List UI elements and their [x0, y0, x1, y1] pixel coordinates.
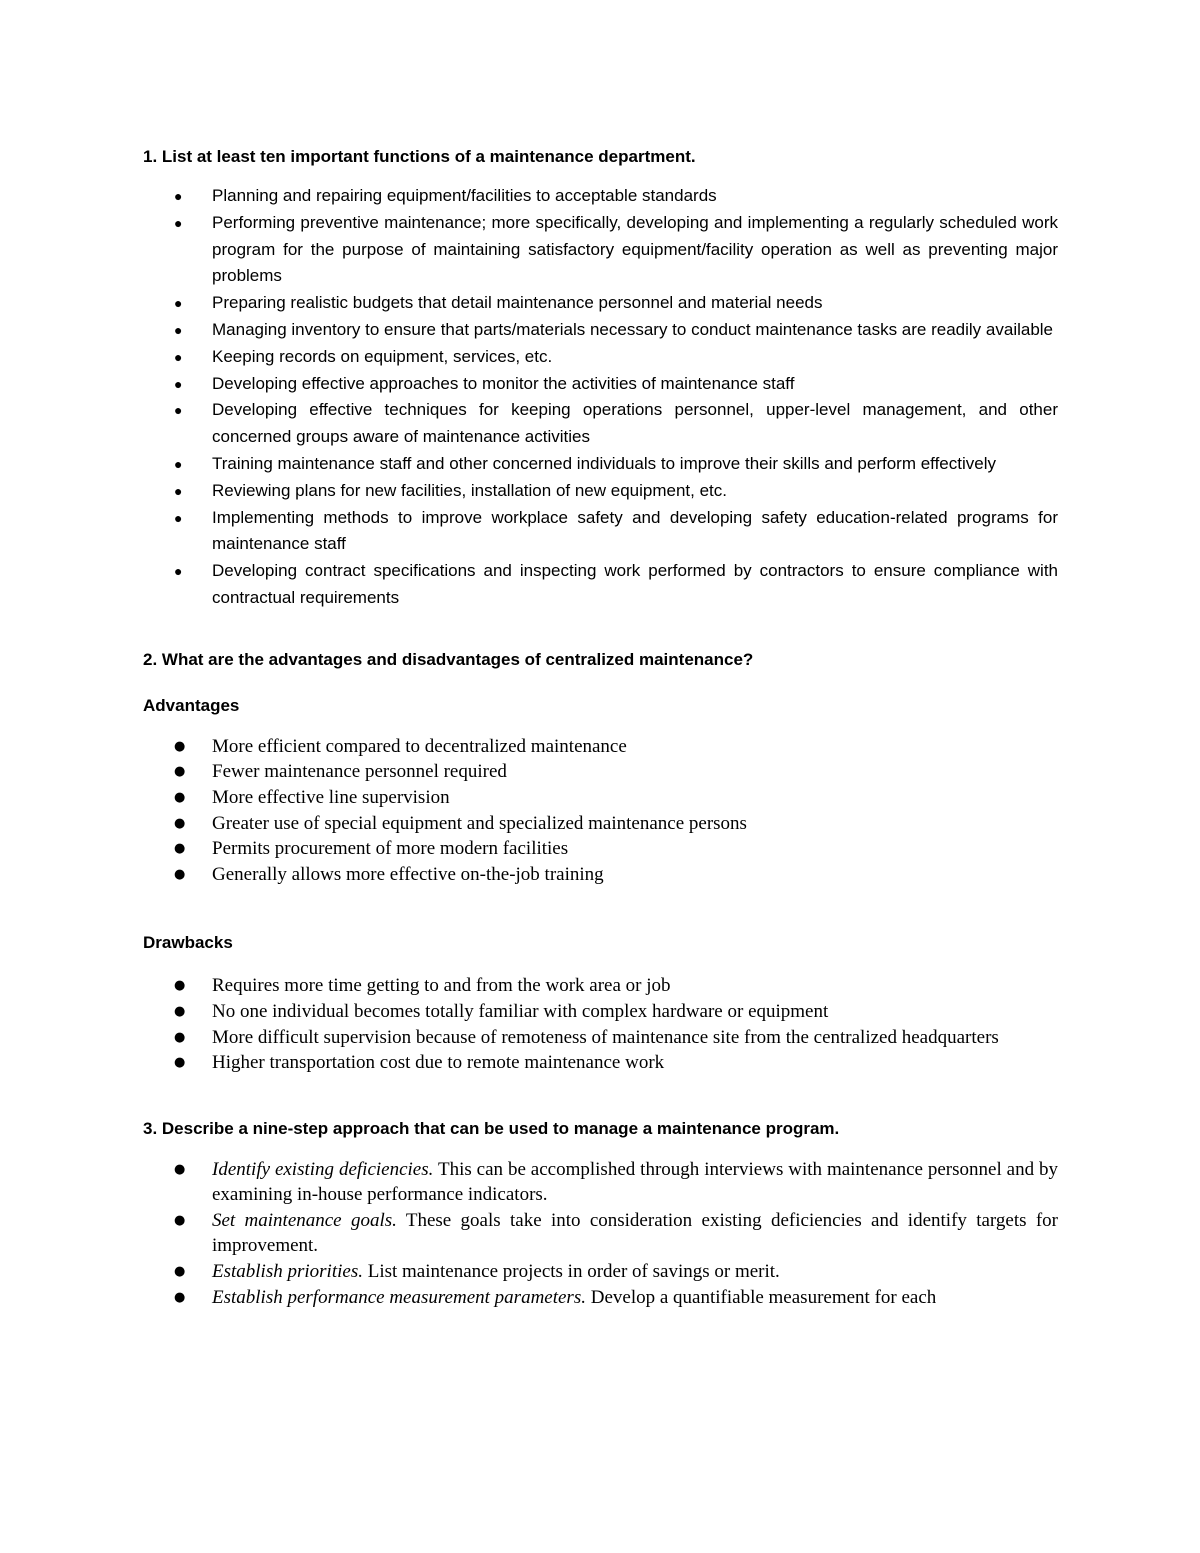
bullet-icon: ●	[174, 1003, 186, 1019]
bullet-icon: ●	[174, 563, 183, 580]
bullet-icon: ●	[174, 295, 183, 312]
list-item: ● Establish performance measurement parameters. Develop a quantifiable measurement for each	[143, 1285, 1058, 1311]
step-title: Establish performance measurement parameters.	[212, 1286, 586, 1308]
advantages-list	[143, 734, 1058, 888]
step-title: Identify existing deficiencies.	[212, 1158, 434, 1180]
list-item: ● Establish priorities. List maintenance projects in order of savings or merit.	[143, 1259, 1058, 1285]
list-item: ● Keeping records on equipment, services, etc.	[143, 344, 1058, 371]
bullet-icon: ●	[174, 1264, 186, 1280]
list-item: ● More difficult supervision because of remoteness of maintenance site from the centralized headquarters	[143, 1025, 1058, 1051]
list-item: ● Greater use of special equipment and specialized maintenance persons	[143, 811, 1058, 837]
list-item: ● Permits procurement of more modern facilities	[143, 836, 1058, 862]
list-item: ● Higher transportation cost due to remote maintenance work	[143, 1050, 1058, 1076]
question-3-heading: 3. Describe a nine-step approach that can be used to manage a maintenance program.	[143, 1118, 840, 1138]
drawbacks-list	[143, 973, 1058, 1075]
list-item: ● No one individual becomes totally familiar with complex hardware or equipment	[143, 999, 1058, 1025]
bullet-icon: ●	[174, 815, 186, 831]
list-item: ● Preparing realistic budgets that detail maintenance personnel and material needs	[143, 290, 1058, 317]
bullet-icon: ●	[174, 738, 186, 754]
question-2-heading: 2. What are the advantages and disadvantages of centralized maintenance?	[143, 649, 754, 669]
bullet-icon: ●	[174, 978, 186, 994]
bullet-icon: ●	[174, 509, 183, 526]
bullet-icon: ●	[174, 348, 183, 365]
bullet-icon: ●	[174, 1161, 186, 1177]
bullet-icon: ●	[174, 841, 186, 857]
bullet-icon: ●	[174, 455, 183, 472]
list-item: ● Performing preventive maintenance; more specifically, developing and implementing a regularly scheduled work program for the purpose of maintaining satisfactory equipment/facility operation as well as preventing major problems	[143, 210, 1058, 290]
bullet-icon: ●	[174, 321, 183, 338]
bullet-icon: ●	[174, 866, 186, 882]
step-title: Set maintenance goals.	[212, 1209, 397, 1231]
bullet-icon: ●	[174, 402, 183, 419]
list-item: ● More effective line supervision	[143, 785, 1058, 811]
bullet-icon: ●	[174, 1212, 186, 1228]
bullet-icon: ●	[174, 1289, 186, 1305]
list-item: ● Requires more time getting to and from the work area or job	[143, 973, 1058, 999]
list-item: ● Reviewing plans for new facilities, installation of new equipment, etc.	[143, 478, 1058, 505]
bullet-icon: ●	[174, 188, 183, 204]
bullet-icon: ●	[174, 789, 186, 805]
list-item: ● More efficient compared to decentralized maintenance	[143, 734, 1058, 760]
bullet-icon: ●	[174, 482, 183, 499]
drawbacks-heading: Drawbacks	[143, 933, 233, 953]
functions-list	[143, 183, 1058, 612]
bullet-icon: ●	[174, 375, 183, 392]
list-item: ● Developing effective techniques for keeping operations personnel, upper-level management, and other concerned groups aware of maintenance activities	[143, 397, 1058, 451]
list-item: ● Planning and repairing equipment/facilities to acceptable standards	[143, 183, 1058, 210]
list-item: ● Developing effective approaches to monitor the activities of maintenance staff	[143, 371, 1058, 398]
steps-list	[143, 1157, 1058, 1311]
list-item: ● Identify existing deficiencies. This can be accomplished through interviews with maintenance personnel and by examining in-house performance indicators.	[174, 1158, 1058, 1206]
list-item: ● Set maintenance goals. These goals take into consideration existing deficiencies and identify targets for improvement.	[174, 1209, 1059, 1257]
list-item: ● Developing contract specifications and inspecting work performed by contractors to ensure compliance with contractual requirements	[143, 558, 1058, 612]
question-1-heading: 1. List at least ten important functions of a maintenance department.	[143, 147, 696, 166]
list-item: ● Generally allows more effective on-the-job training	[143, 862, 1058, 888]
bullet-icon: ●	[174, 1055, 186, 1071]
list-item: ● Implementing methods to improve workplace safety and developing safety education-related programs for maintenance staff	[143, 505, 1058, 559]
bullet-icon: ●	[174, 214, 183, 231]
bullet-icon: ●	[174, 764, 186, 780]
bullet-icon: ●	[174, 1029, 186, 1045]
list-item: ● Managing inventory to ensure that parts/materials necessary to conduct maintenance tasks are readily available	[143, 317, 1058, 344]
list-item: ● Training maintenance staff and other concerned individuals to improve their skills and perform effectively	[143, 451, 1058, 478]
step-title: Establish priorities.	[212, 1261, 363, 1283]
advantages-heading: Advantages	[143, 695, 240, 715]
document-content	[143, 146, 1058, 1310]
list-item: ● Fewer maintenance personnel required	[143, 759, 1058, 785]
